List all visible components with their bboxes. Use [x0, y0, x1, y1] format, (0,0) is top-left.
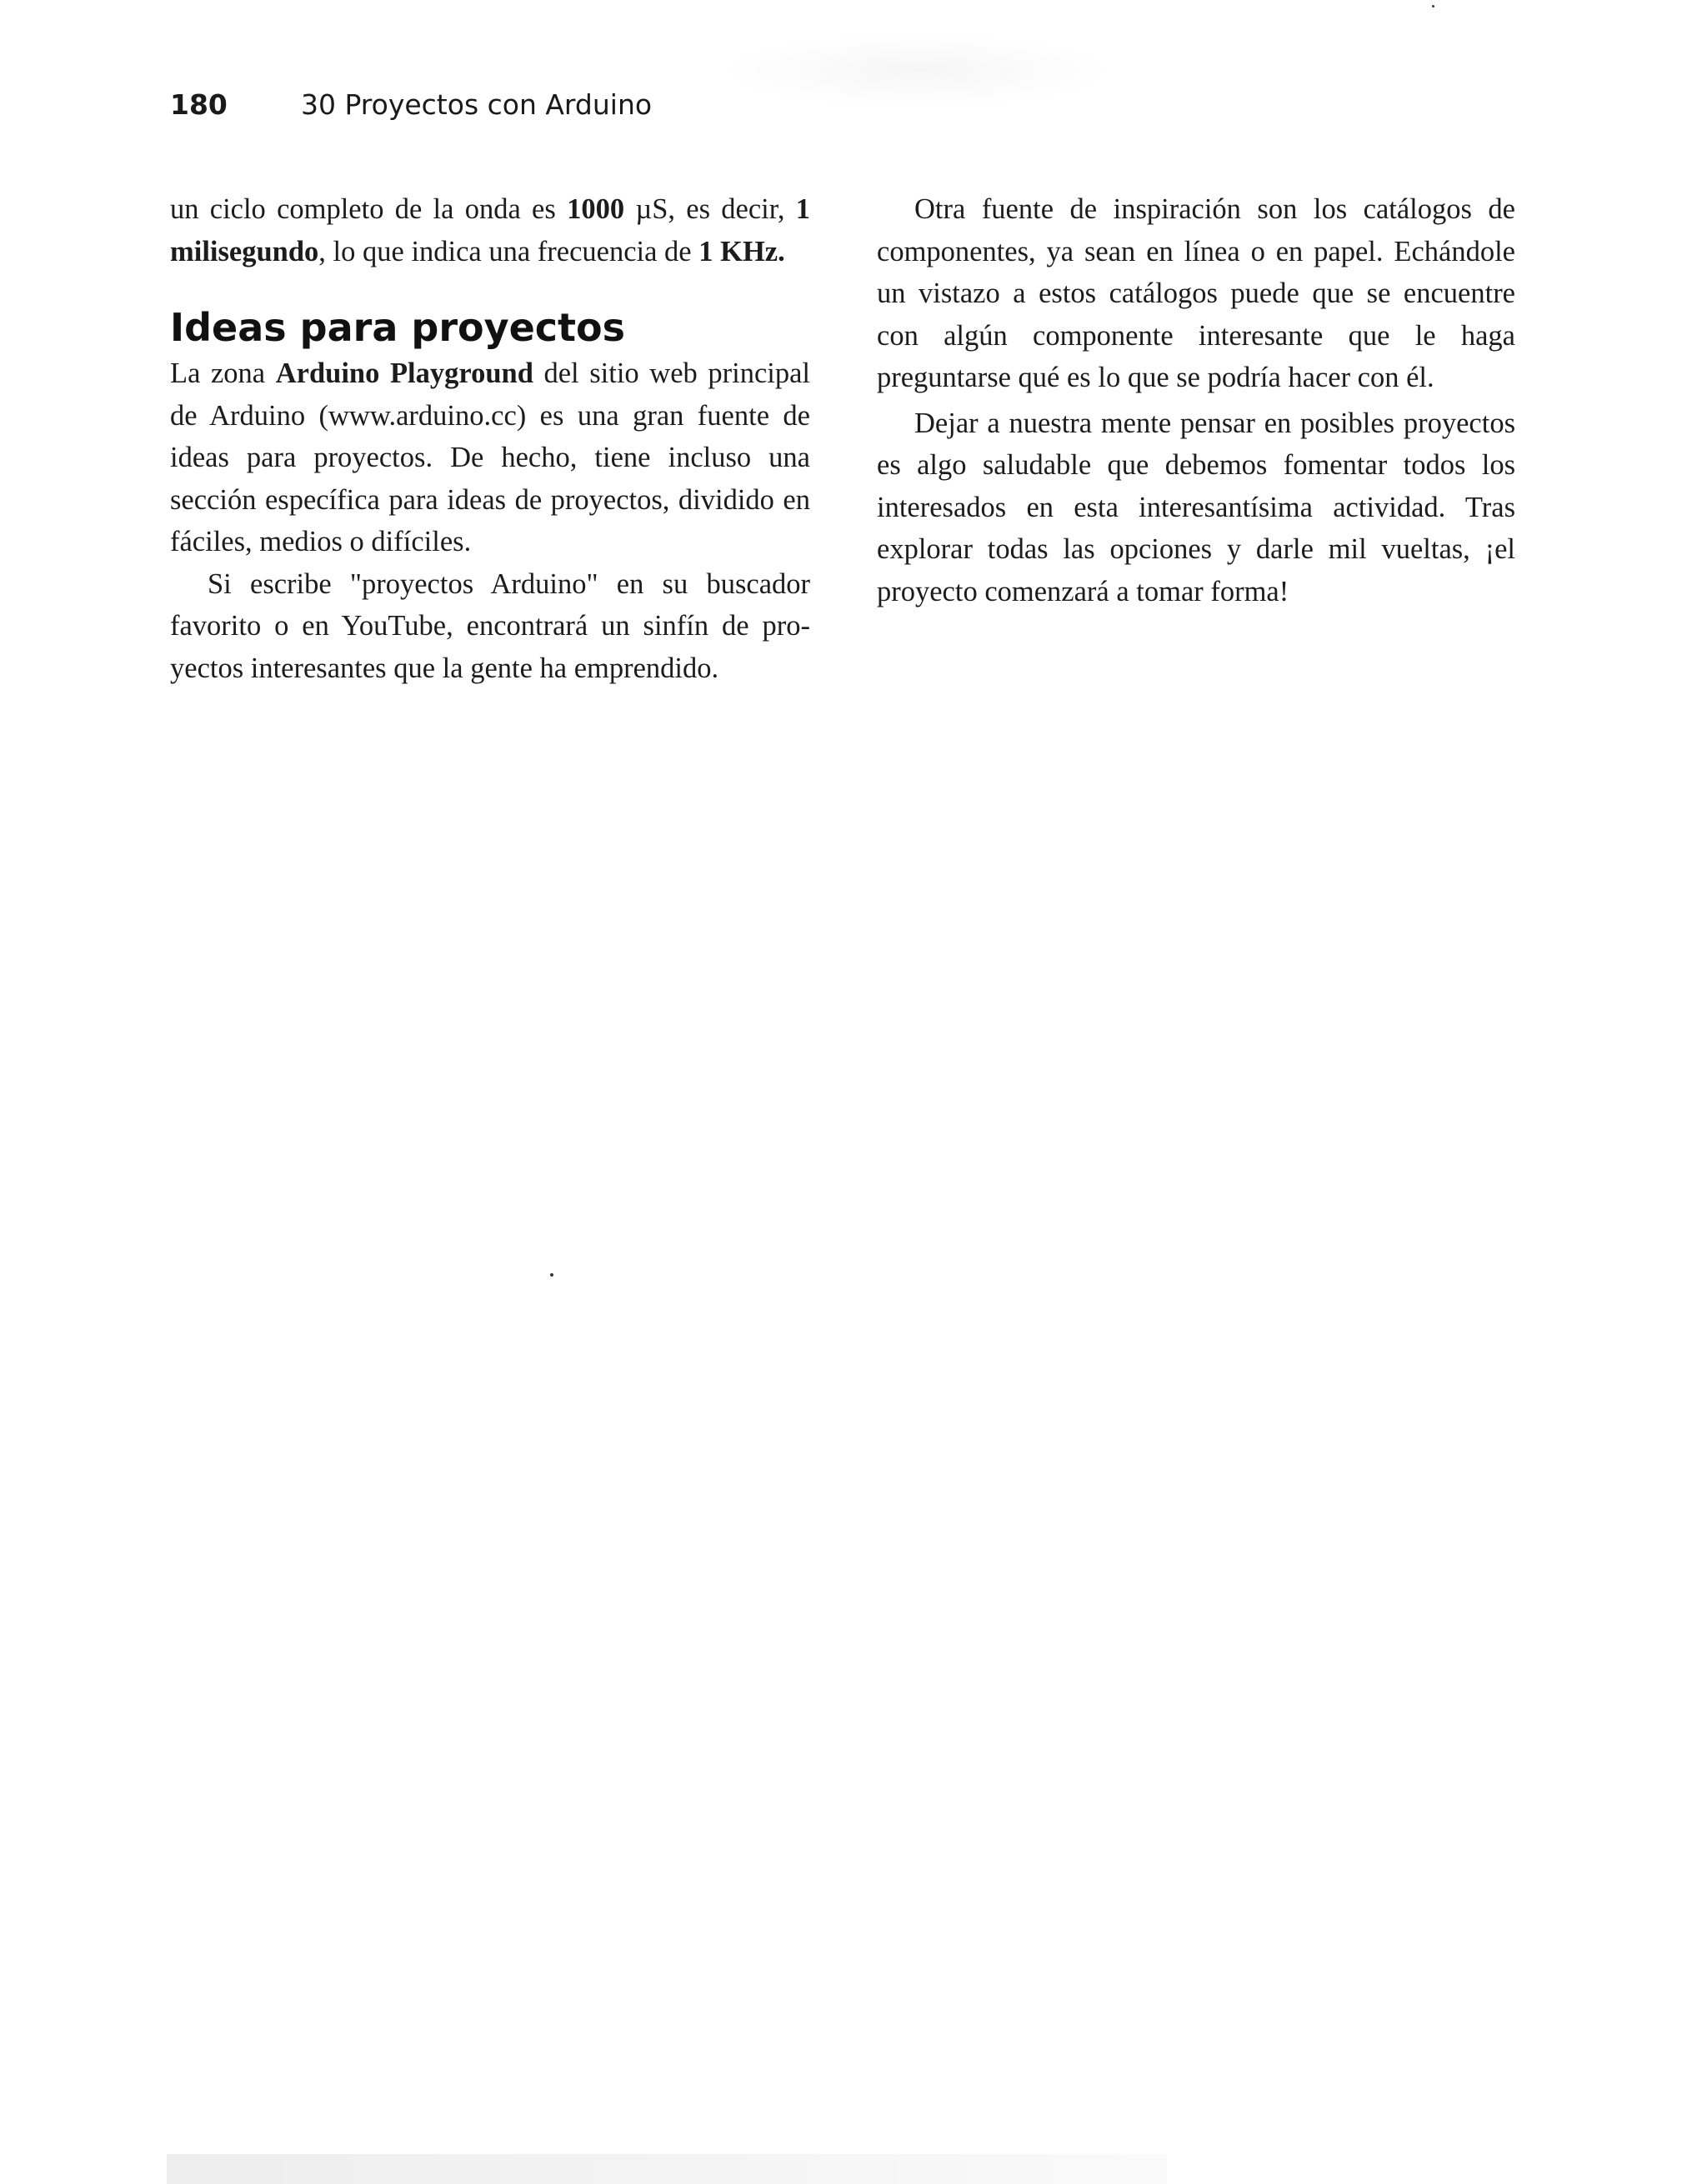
page-number: 180: [170, 88, 228, 121]
scan-shadow: [717, 33, 1117, 108]
text-run: La zona: [170, 357, 276, 389]
scan-shadow: [167, 2154, 1167, 2184]
section-heading: Ideas para proyectos: [170, 305, 626, 350]
text-run: del sitio web principal de Arduino (www.arduino.cc) es una gran fuente de ideas para proyectos. De hecho, tiene incluso una sección específica para ideas de proyectos, dividido en fáciles, medios o difíciles.: [170, 357, 810, 557]
bold-value: 1 KHz.: [698, 235, 785, 267]
paragraph: Otra fuente de inspiración son los catálogos de componentes, ya sean en línea o en papel. Echándole un vistazo a estos catálogos puede que se encuentre con algún componente interesante que le haga preguntarse qué es lo que se podría hacer con él.: [877, 193, 1515, 393]
paragraph: Si escribe "proyectos Arduino" en su buscador favorito o en YouTube, encontrará un sinfín de proyectos interesantes que la gente ha emprendido.: [170, 567, 810, 684]
text-run: µS, es decir,: [624, 193, 796, 225]
left-column: [170, 188, 810, 689]
paragraph: [170, 352, 810, 563]
bold-value: 1 milisegundo: [170, 193, 810, 267]
paragraph: Dejar a nuestra mente pensar en posibles proyectos es algo saludable que debemos fomentar todos los interesados en esta interesantísima actividad. Tras explorar todas las opciones y darle mil vueltas, ¡el proyecto comenzará a tomar forma!: [877, 407, 1515, 607]
book-title: 30 Proyectos con Arduino: [301, 88, 653, 121]
continued-paragraph: [170, 188, 810, 272]
scan-speck: [1432, 5, 1434, 7]
right-column: [877, 188, 1515, 612]
scan-speck: [550, 1273, 553, 1277]
text-run: un ciclo completo de la onda es: [170, 193, 568, 225]
text-run: , lo que indica una frecuencia de: [318, 235, 699, 267]
bold-term: Arduino Playground: [275, 357, 533, 389]
running-header: [170, 88, 652, 121]
bold-value: 1000: [567, 193, 625, 225]
